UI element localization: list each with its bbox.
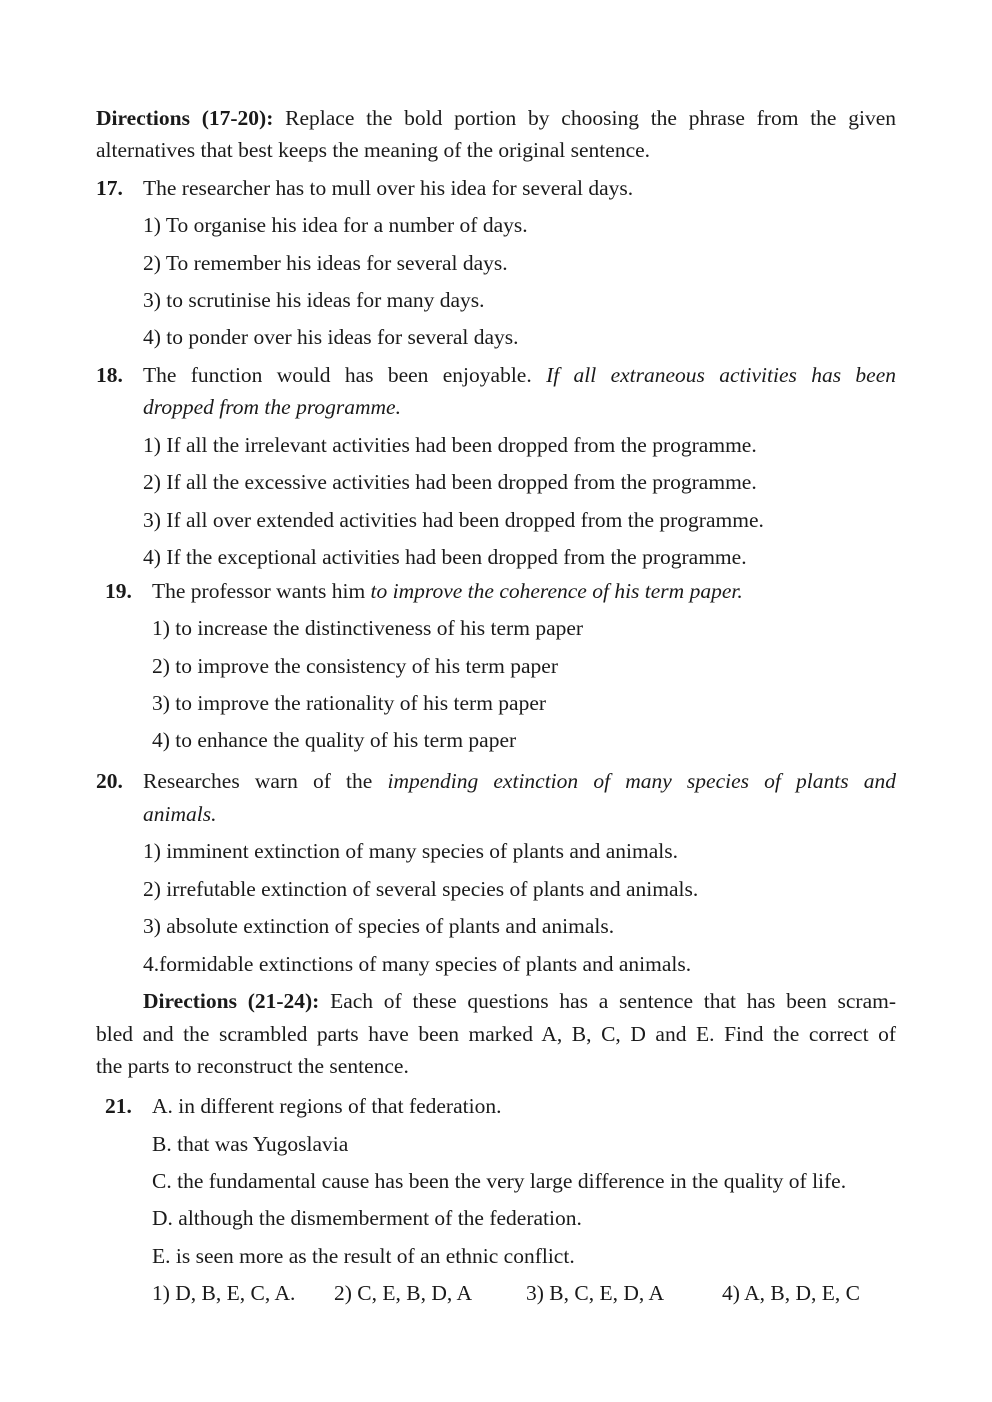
option: 1) to increase the distinctiveness of his term paper (152, 616, 584, 640)
question-text: The researcher has to mull over his idea for several days. (143, 176, 634, 200)
question-number: 18. (96, 363, 123, 387)
option: 3) to improve the rationality of his term paper (152, 691, 547, 715)
directions-17-20: Directions (17-20): Replace the bold portion by choosing the phrase from the given (96, 106, 896, 130)
sentence-part: C. the fundamental cause has been the very large difference in the quality of life. (152, 1169, 847, 1193)
answer-option: 1) D, B, E, C, A. (152, 1281, 296, 1305)
question-number: 20. (96, 769, 123, 793)
option: 2) If all the excessive activities had been dropped from the programme. (143, 470, 757, 494)
answer-option: 2) C, E, B, D, A (334, 1281, 472, 1305)
option: 2) to improve the consistency of his term paper (152, 654, 559, 678)
directions-text: bled and the scrambled parts have been marked A, B, C, D and E. Find the correct of (96, 1022, 896, 1046)
option: 3) to scrutinise his ideas for many days. (143, 288, 485, 312)
question-text-cont: dropped from the programme. (143, 395, 401, 419)
sentence-part: D. although the dismemberment of the federation. (152, 1206, 582, 1230)
option: 2) irrefutable extinction of several species of plants and animals. (143, 877, 699, 901)
option: 4) If the exceptional activities had been dropped from the programme. (143, 545, 747, 569)
question-text: The function would has been enjoyable. If all extraneous activities has been (143, 363, 896, 387)
question-text: Researches warn of the impending extinction of many species of plants and (143, 769, 896, 793)
option: 1) To organise his idea for a number of days. (143, 213, 528, 237)
sentence-part: A. in different regions of that federation. (152, 1094, 502, 1118)
option: 3) If all over extended activities had been dropped from the programme. (143, 508, 764, 532)
directions-text: alternatives that best keeps the meaning of the original sentence. (96, 138, 651, 162)
answer-option: 4) A, B, D, E, C (722, 1281, 860, 1305)
directions-heading: Directions (21-24): (143, 989, 320, 1013)
option: 4.formidable extinctions of many species of plants and animals. (143, 952, 692, 976)
directions-heading: Directions (17-20): (96, 106, 274, 130)
directions-21-24: Directions (21-24): Each of these questions has a sentence that has been scram- (143, 989, 896, 1013)
option: 1) If all the irrelevant activities had been dropped from the programme. (143, 433, 757, 457)
question-text-cont: animals. (143, 802, 217, 826)
answer-option: 3) B, C, E, D, A (526, 1281, 664, 1305)
question-number: 17. (96, 176, 123, 200)
question-number: 19. (105, 579, 132, 603)
option: 1) imminent extinction of many species of plants and animals. (143, 839, 678, 863)
option: 2) To remember his ideas for several days. (143, 251, 508, 275)
question-number: 21. (105, 1094, 132, 1118)
option: 3) absolute extinction of species of plants and animals. (143, 914, 615, 938)
option: 4) to enhance the quality of his term paper (152, 728, 517, 752)
question-text: The professor wants him to improve the coherence of his term paper. (152, 579, 743, 603)
sentence-part: B. that was Yugoslavia (152, 1132, 349, 1156)
directions-text: the parts to reconstruct the sentence. (96, 1054, 409, 1078)
option: 4) to ponder over his ideas for several days. (143, 325, 519, 349)
sentence-part: E. is seen more as the result of an ethnic conflict. (152, 1244, 575, 1268)
